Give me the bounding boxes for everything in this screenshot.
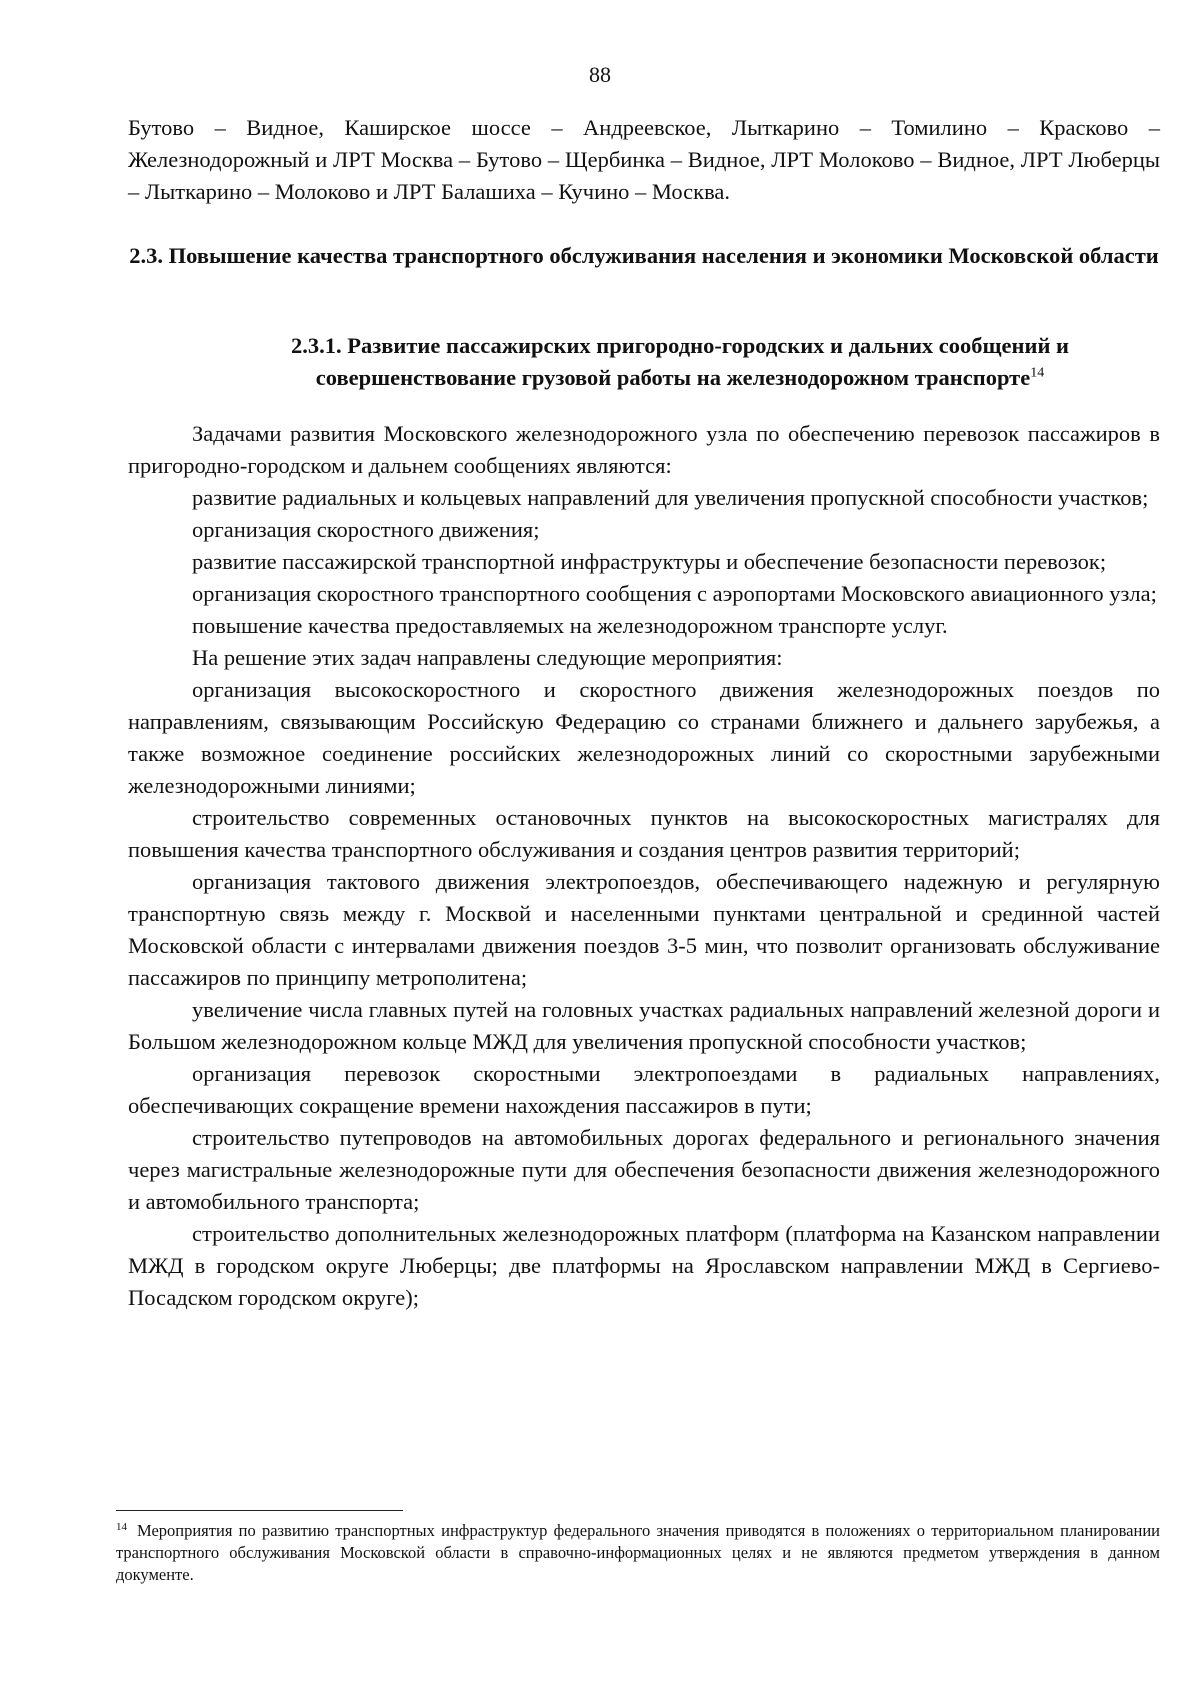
paragraph: Задачами развития Московского железнодорожного узла по обеспечению перевозок пассажиров в пригородно-городском и дальнем сообщениях являются: [128, 421, 1160, 478]
intro-text: Бутово – Видное, Каширское шоссе – Андреевское, Лыткарино – Томилино – Красково – Железнодорожный и ЛРТ Москва – Бутово – Щербинка – Видное, ЛРТ Молоково – Видное, ЛРТ Люберцы – Лыткарино – Молоково и ЛРТ Балашиха – Кучино – Москва. [128, 115, 1160, 204]
list-item: развитие радиальных и кольцевых направлений для увеличения пропускной способности участков; [192, 485, 1149, 510]
footnote-divider [116, 1510, 403, 1511]
intro-paragraph [128, 112, 1160, 208]
footnote [116, 1520, 1160, 1586]
footnote-reference: 14 [1030, 365, 1045, 381]
footnote-text: Мероприятия по развитию транспортных инфраструктур федерального значения приводятся в положениях о территориальном планировании транспортного обслуживания Московской области в справочно-информационных целях и не являются предметом утверждения в данном документе. [116, 1521, 1160, 1584]
subsection-heading-text: 2.3.1. Развитие пассажирских пригородно-городских и дальних сообщений и совершенствование грузовой работы на железнодорожном транспорте [290, 333, 1069, 390]
footnote-mark: 14 [116, 1520, 127, 1533]
list-item: организация высокоскоростного и скоростного движения железнодорожных поездов по направлениям, связывающим Российскую Федерацию со странами ближнего и дальнего зарубежья, а также возможное соединение российских железнодорожных линий со скоростными зарубежными железнодорожными линиями; [128, 677, 1160, 798]
list-item: увеличение числа главных путей на головных участках радиальных направлений железной дороги и Большом железнодорожном кольце МЖД для увеличения пропускной способности участков; [128, 997, 1160, 1054]
list-item: организация перевозок скоростными электропоездами в радиальных направлениях, обеспечивающих сокращение времени нахождения пассажиров в пути; [128, 1061, 1160, 1118]
list-item: организация скоростного транспортного сообщения с аэропортами Московского авиационного узла; [192, 581, 1157, 606]
list-item: строительство путепроводов на автомобильных дорогах федерального и регионального значения через магистральные железнодорожные пути для обеспечения безопасности движения железнодорожного и автомобильного транспорта; [128, 1125, 1160, 1214]
list-item: организация скоростного движения; [192, 517, 540, 542]
page-number: 88 [589, 62, 611, 87]
list-item: повышение качества предоставляемых на железнодорожном транспорте услуг. [192, 613, 948, 638]
list-item: организация тактового движения электропоездов, обеспечивающего надежную и регулярную транспортную связь между г. Москвой и населенными пунктами центральной и срединной частей Московской области с интервалами движения поездов 3-5 мин, что позволит организовать обслуживание пассажиров по принципу метрополитена; [128, 869, 1160, 990]
paragraph: На решение этих задач направлены следующие мероприятия: [192, 645, 783, 670]
list-item: развитие пассажирской транспортной инфраструктуры и обеспечение безопасности перевозок; [192, 549, 1107, 574]
list-item: строительство современных остановочных пунктов на высокоскоростных магистралях для повышения качества транспортного обслуживания и создания центров развития территорий; [128, 805, 1160, 862]
subsection-heading [200, 330, 1160, 394]
section-heading: 2.3. Повышение качества транспортного обслуживания населения и экономики Московской области [129, 243, 1159, 268]
body-text [128, 418, 1160, 1314]
list-item: строительство дополнительных железнодорожных платформ (платформа на Казанском направлении МЖД в городском округе Люберцы; две платформы на Ярославском направлении МЖД в Сергиево-Посадском городском округе); [128, 1221, 1160, 1310]
